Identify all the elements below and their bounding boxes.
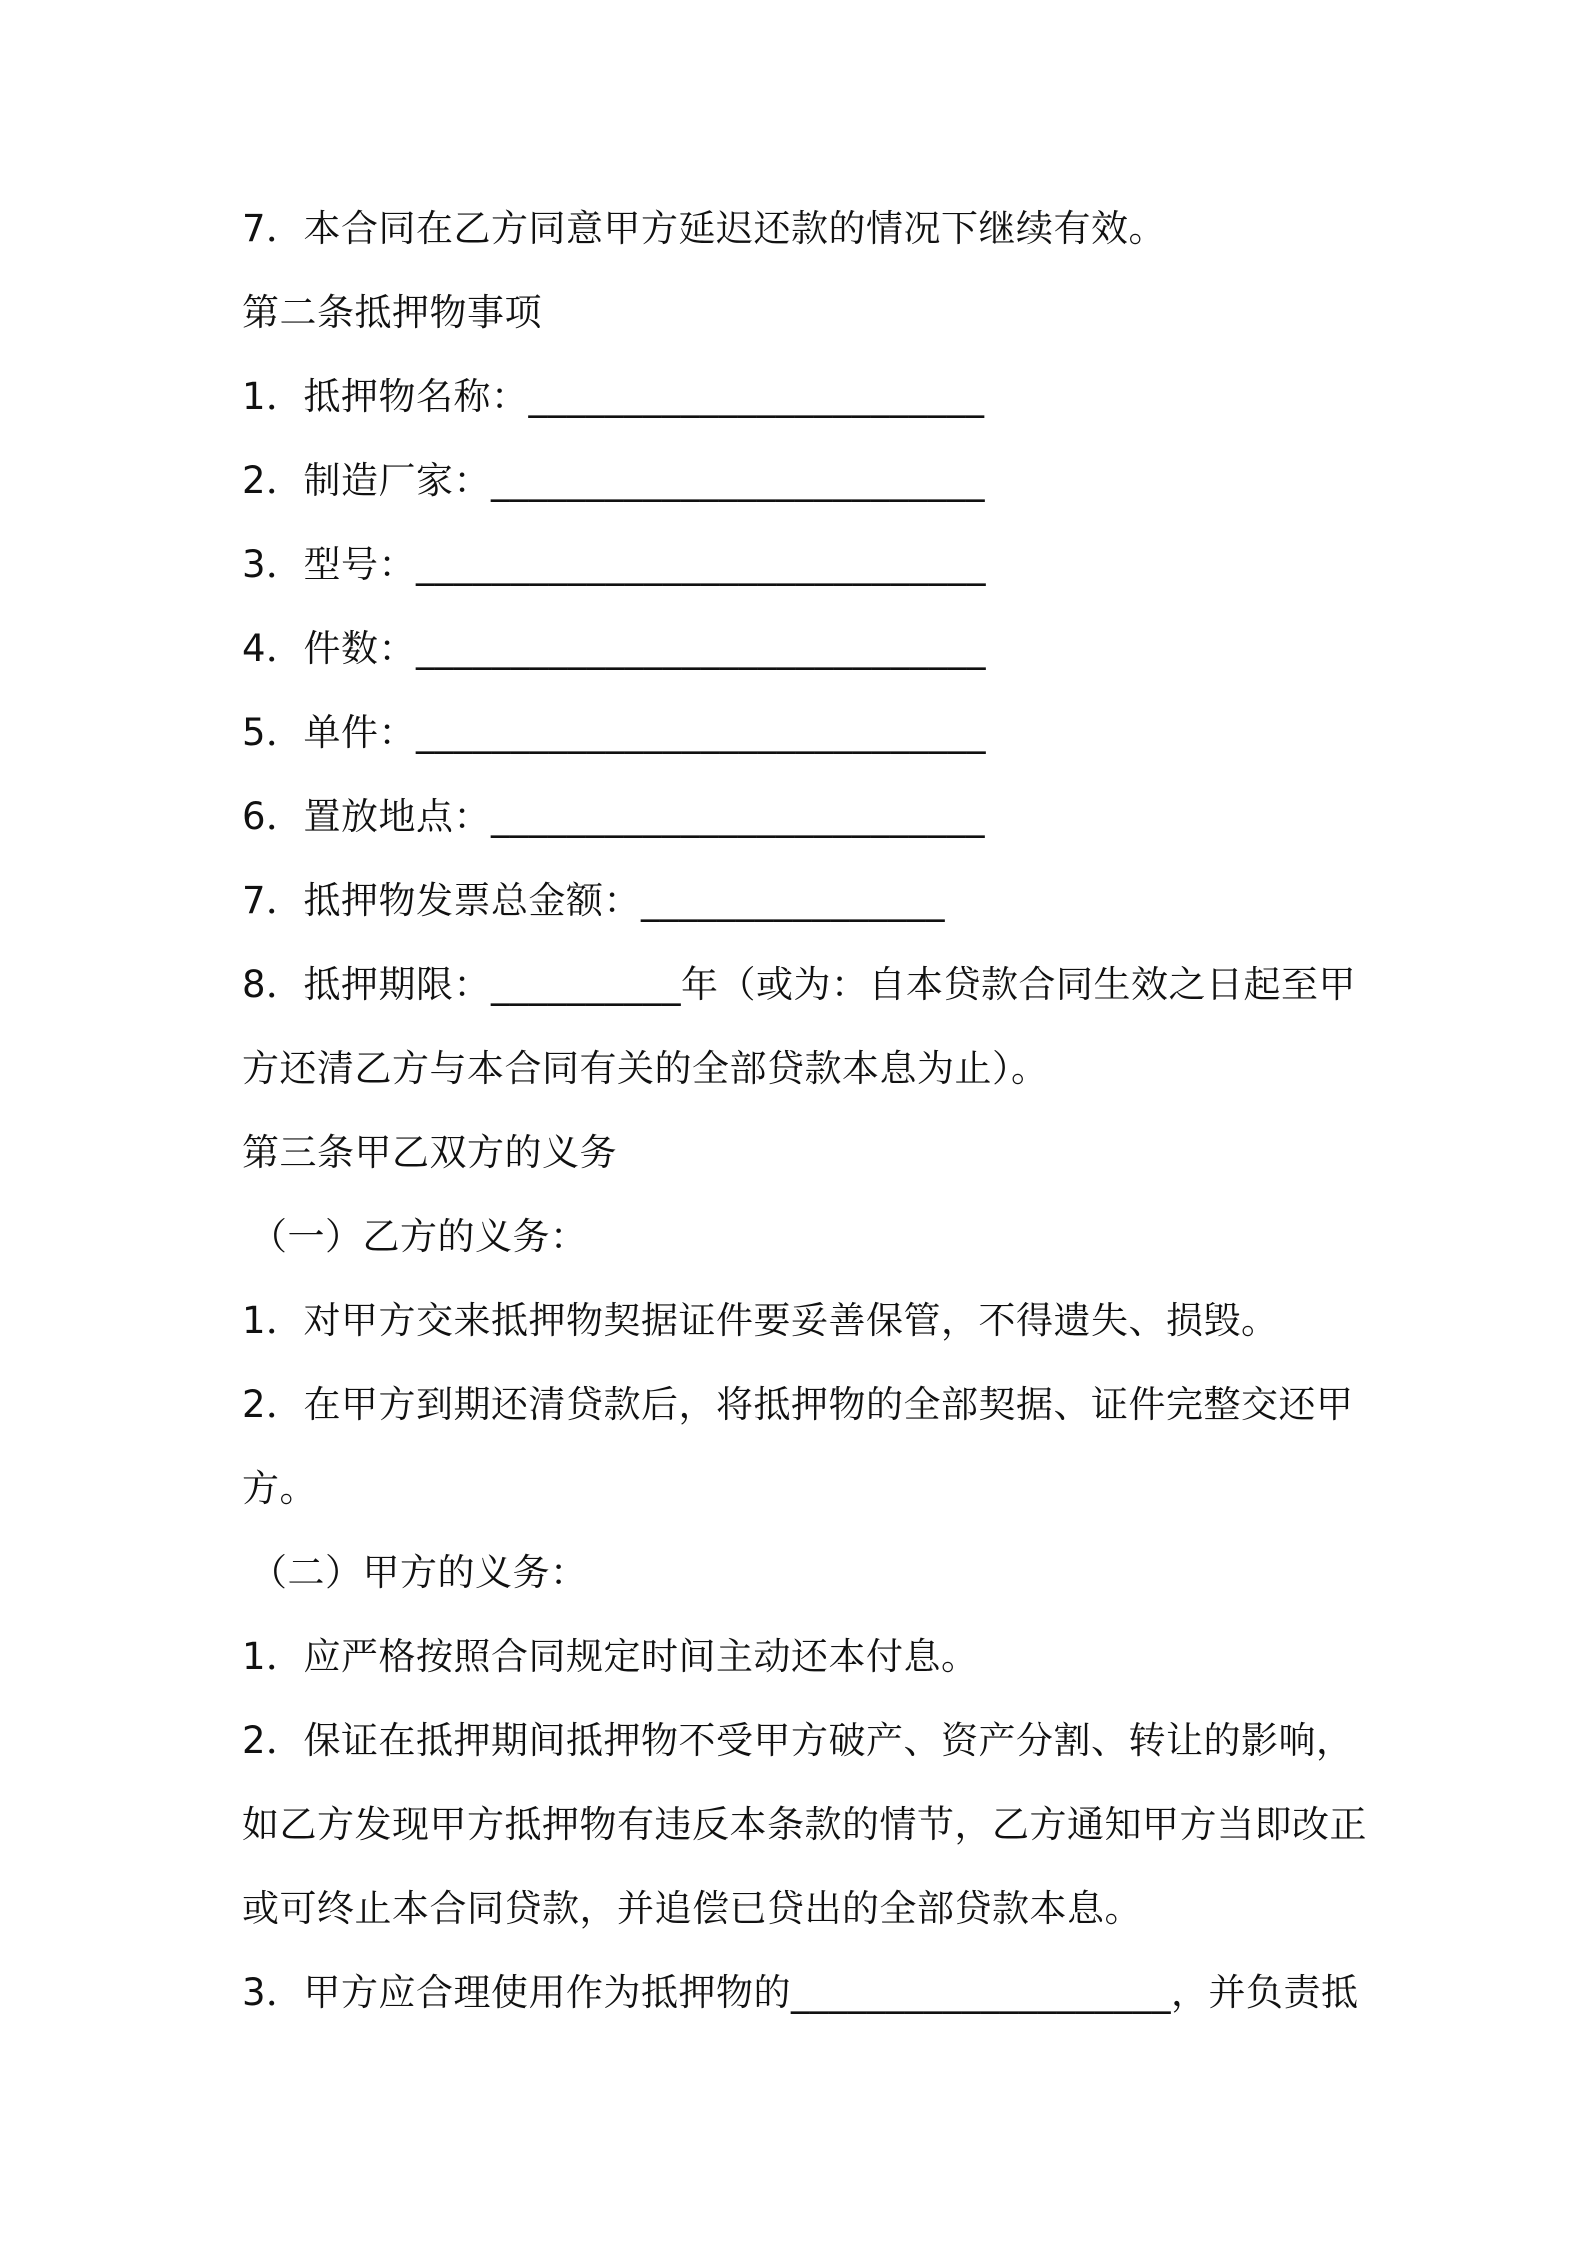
collateral-name-field: 1．抵押物名称：________________________ bbox=[242, 375, 985, 418]
article-2-heading: 第二条抵押物事项 bbox=[242, 291, 542, 334]
manufacturer-field: 2．制造厂家：__________________________ bbox=[242, 459, 986, 502]
clause-1-7-continuation: 7．本合同在乙方同意甲方延迟还款的情况下继续有效。 bbox=[242, 207, 1167, 250]
party-b-obligation-2: 2．在甲方到期还清贷款后，将抵押物的全部契据、证件完整交还甲 bbox=[242, 1383, 1354, 1426]
mortgage-term-field: 8．抵押期限：__________年（或为：自本贷款合同生效之日起至甲 bbox=[242, 963, 1357, 1006]
party-a-obligations-heading: （二）甲方的义务： bbox=[250, 1551, 588, 1594]
party-a-obligation-3: 3．甲方应合理使用作为抵押物的____________________，并负责抵 bbox=[242, 1971, 1359, 2014]
model-field: 3．型号：______________________________ bbox=[242, 543, 987, 586]
party-a-obligation-2-continuation-2: 或可终止本合同贷款，并追偿已贷出的全部贷款本息。 bbox=[242, 1887, 1142, 1930]
location-field: 6．置放地点：__________________________ bbox=[242, 795, 986, 838]
article-3-heading: 第三条甲乙双方的义务 bbox=[242, 1131, 617, 1174]
party-a-obligation-2: 2．保证在抵押期间抵押物不受甲方破产、资产分割、转让的影响， bbox=[242, 1719, 1354, 1762]
mortgage-term-continuation: 方还清乙方与本合同有关的全部贷款本息为止）。 bbox=[242, 1047, 1049, 1090]
party-a-obligation-2-continuation-1: 如乙方发现甲方抵押物有违反本条款的情节，乙方通知甲方当即改正 bbox=[242, 1803, 1367, 1846]
party-b-obligation-2-continuation: 方。 bbox=[242, 1467, 317, 1510]
quantity-field: 4．件数：______________________________ bbox=[242, 627, 987, 670]
invoice-total-field: 7．抵押物发票总金额：________________ bbox=[242, 879, 946, 922]
party-b-obligation-1: 1．对甲方交来抵押物契据证件要妥善保管，不得遗失、损毁。 bbox=[242, 1299, 1279, 1342]
party-a-obligation-1: 1．应严格按照合同规定时间主动还本付息。 bbox=[242, 1635, 979, 1678]
unit-item-field: 5．单件：______________________________ bbox=[242, 711, 987, 754]
party-b-obligations-heading: （一）乙方的义务： bbox=[250, 1215, 588, 1258]
